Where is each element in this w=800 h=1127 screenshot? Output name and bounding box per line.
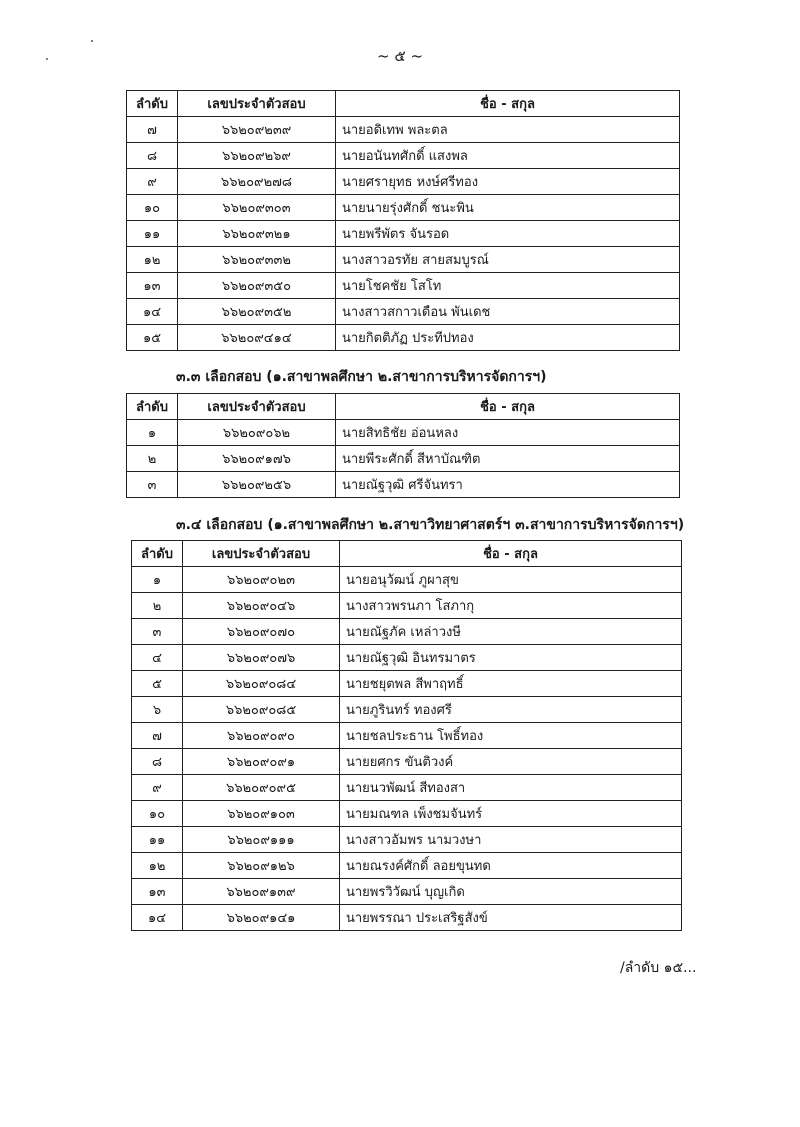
row-name: นายพรวิวัฒน์ บุญเกิด bbox=[340, 879, 682, 905]
table-section-3-4 bbox=[131, 540, 682, 931]
row-order: ๓ bbox=[127, 472, 178, 498]
table-row bbox=[132, 619, 682, 645]
row-name: นายกิตติภัฏ ประทีปทอง bbox=[336, 325, 680, 351]
table-row bbox=[127, 143, 680, 169]
row-exam-id: ๖๖๒๐๙๒๗๘ bbox=[178, 169, 336, 195]
row-name: นางสาวสกาวเดือน พันเดช bbox=[336, 299, 680, 325]
section-heading-3-4: ๓.๔ เลือกสอบ (๑.สาขาพลศึกษา ๒.สาขาวิทยาศาสตร์ฯ ๓.สาขาการบริหารจัดการฯ) bbox=[176, 517, 685, 533]
header-name: ชื่อ - สกุล bbox=[336, 394, 680, 420]
table-row bbox=[132, 671, 682, 697]
table-row bbox=[127, 221, 680, 247]
table-section-3-3 bbox=[126, 393, 680, 498]
row-name: นายณัฐวุฒิ ศรีจันทรา bbox=[336, 472, 680, 498]
row-name: นายศรายุทธ หงษ์ศรีทอง bbox=[336, 169, 680, 195]
row-order: ๔ bbox=[132, 645, 183, 671]
table-header-row bbox=[132, 541, 682, 567]
row-name: นายณัฐภัค เหล่าวงษี bbox=[340, 619, 682, 645]
row-order: ๘ bbox=[127, 143, 178, 169]
row-order: ๑๐ bbox=[127, 195, 178, 221]
table-row bbox=[132, 749, 682, 775]
table-row bbox=[132, 723, 682, 749]
row-order: ๑๒ bbox=[132, 853, 183, 879]
table-continued bbox=[126, 90, 680, 351]
row-name: นายพรรณา ประเสริฐสังข์ bbox=[340, 905, 682, 931]
row-order: ๓ bbox=[132, 619, 183, 645]
row-name: นายภูรินทร์ ทองศรี bbox=[340, 697, 682, 723]
table-row bbox=[132, 853, 682, 879]
row-exam-id: ๖๖๒๐๙๑๐๓ bbox=[183, 801, 340, 827]
section-heading-3-3: ๓.๓ เลือกสอบ (๑.สาขาพลศึกษา ๒.สาขาการบริหารจัดการฯ) bbox=[176, 369, 547, 385]
row-exam-id: ๖๖๒๐๙๐๒๓ bbox=[183, 567, 340, 593]
row-order: ๘ bbox=[132, 749, 183, 775]
row-name: นายโชคชัย โสโท bbox=[336, 273, 680, 299]
table-row bbox=[127, 446, 680, 472]
row-name: นายสิทธิชัย อ่อนหลง bbox=[336, 420, 680, 446]
row-exam-id: ๖๖๒๐๙๑๒๖ bbox=[183, 853, 340, 879]
header-exam-id: เลขประจำตัวสอบ bbox=[178, 91, 336, 117]
row-name: นายณรงค์ศักดิ์ ลอยขุนทด bbox=[340, 853, 682, 879]
row-name: นางสาวพรนภา โสภากุ bbox=[340, 593, 682, 619]
row-exam-id: ๖๖๒๐๙๐๖๒ bbox=[178, 420, 336, 446]
row-exam-id: ๖๖๒๐๙๐๔๖ bbox=[183, 593, 340, 619]
row-order: ๒ bbox=[132, 593, 183, 619]
row-order: ๗ bbox=[127, 117, 178, 143]
table-row bbox=[127, 247, 680, 273]
row-order: ๙ bbox=[127, 169, 178, 195]
row-exam-id: ๖๖๒๐๙๒๓๙ bbox=[178, 117, 336, 143]
row-name: นายมณฑล เพ็งชมจันทร์ bbox=[340, 801, 682, 827]
row-name: นางสาวอัมพร นามวงษา bbox=[340, 827, 682, 853]
row-exam-id: ๖๖๒๐๙๔๑๔ bbox=[178, 325, 336, 351]
row-name: นายพรีพัตร จันรอด bbox=[336, 221, 680, 247]
row-order: ๕ bbox=[132, 671, 183, 697]
row-order: ๖ bbox=[132, 697, 183, 723]
table-row bbox=[127, 325, 680, 351]
row-name: นายยศกร ขันติวงค์ bbox=[340, 749, 682, 775]
row-exam-id: ๖๖๒๐๙๓๓๒ bbox=[178, 247, 336, 273]
table-row bbox=[132, 801, 682, 827]
row-exam-id: ๖๖๒๐๙๓๒๑ bbox=[178, 221, 336, 247]
header-order: ลำดับ bbox=[132, 541, 183, 567]
table-row bbox=[132, 593, 682, 619]
row-order: ๑๒ bbox=[127, 247, 178, 273]
table-row bbox=[132, 905, 682, 931]
header-exam-id: เลขประจำตัวสอบ bbox=[178, 394, 336, 420]
row-name: นายอนันทศักดิ์ แสงพล bbox=[336, 143, 680, 169]
row-exam-id: ๖๖๒๐๙๐๘๕ bbox=[183, 697, 340, 723]
table-row bbox=[127, 117, 680, 143]
table-row bbox=[132, 645, 682, 671]
row-exam-id: ๖๖๒๐๙๐๙๕ bbox=[183, 775, 340, 801]
row-order: ๑๑ bbox=[132, 827, 183, 853]
table-row bbox=[132, 879, 682, 905]
table-row bbox=[132, 697, 682, 723]
row-exam-id: ๖๖๒๐๙๒๖๙ bbox=[178, 143, 336, 169]
table-row bbox=[127, 273, 680, 299]
row-order: ๑ bbox=[127, 420, 178, 446]
table-row bbox=[127, 169, 680, 195]
header-order: ลำดับ bbox=[127, 91, 178, 117]
row-exam-id: ๖๖๒๐๙๑๓๙ bbox=[183, 879, 340, 905]
row-name: นายอดิเทพ พละตล bbox=[336, 117, 680, 143]
row-exam-id: ๖๖๒๐๙๐๘๔ bbox=[183, 671, 340, 697]
table-row bbox=[127, 299, 680, 325]
row-order: ๑๔ bbox=[127, 299, 178, 325]
row-name: นายนายรุ่งศักดิ์ ชนะพิน bbox=[336, 195, 680, 221]
row-exam-id: ๖๖๒๐๙๐๙๑ bbox=[183, 749, 340, 775]
header-name: ชื่อ - สกุล bbox=[336, 91, 680, 117]
row-exam-id: ๖๖๒๐๙๑๔๑ bbox=[183, 905, 340, 931]
row-exam-id: ๖๖๒๐๙๐๗๖ bbox=[183, 645, 340, 671]
row-name: นายนวพัฒน์ สีทองสา bbox=[340, 775, 682, 801]
table-row bbox=[132, 567, 682, 593]
row-order: ๑๐ bbox=[132, 801, 183, 827]
row-exam-id: ๖๖๒๐๙๑๑๑ bbox=[183, 827, 340, 853]
row-order: ๙ bbox=[132, 775, 183, 801]
row-exam-id: ๖๖๒๐๙๑๗๖ bbox=[178, 446, 336, 472]
scan-speck bbox=[91, 40, 93, 42]
row-order: ๗ bbox=[132, 723, 183, 749]
row-exam-id: ๖๖๒๐๙๓๐๓ bbox=[178, 195, 336, 221]
table-header-row bbox=[127, 394, 680, 420]
row-exam-id: ๖๖๒๐๙๐๙๐ bbox=[183, 723, 340, 749]
table-row bbox=[132, 775, 682, 801]
row-order: ๑๓ bbox=[127, 273, 178, 299]
header-order: ลำดับ bbox=[127, 394, 178, 420]
page-number: ~ ๕ ~ bbox=[376, 47, 424, 65]
row-exam-id: ๖๖๒๐๙๓๕๐ bbox=[178, 273, 336, 299]
row-order: ๑๔ bbox=[132, 905, 183, 931]
row-order: ๑๑ bbox=[127, 221, 178, 247]
header-name: ชื่อ - สกุล bbox=[340, 541, 682, 567]
row-name: นายณัฐวุฒิ อินทรมาตร bbox=[340, 645, 682, 671]
row-name: นายอนุวัฒน์ ภูผาสุข bbox=[340, 567, 682, 593]
row-name: นางสาวอรทัย สายสมบูรณ์ bbox=[336, 247, 680, 273]
row-order: ๑ bbox=[132, 567, 183, 593]
row-exam-id: ๖๖๒๐๙๓๕๒ bbox=[178, 299, 336, 325]
row-exam-id: ๖๖๒๐๙๐๗๐ bbox=[183, 619, 340, 645]
row-name: นายพีระศักดิ์ สีหาบัณฑิต bbox=[336, 446, 680, 472]
header-exam-id: เลขประจำตัวสอบ bbox=[183, 541, 340, 567]
table-row bbox=[127, 472, 680, 498]
row-name: นายชยุตพล สีพาฤทธิ์ bbox=[340, 671, 682, 697]
table-row bbox=[127, 420, 680, 446]
row-order: ๑๕ bbox=[127, 325, 178, 351]
row-name: นายชลประธาน โพธิ์ทอง bbox=[340, 723, 682, 749]
table-header-row bbox=[127, 91, 680, 117]
table-row bbox=[127, 195, 680, 221]
row-order: ๑๓ bbox=[132, 879, 183, 905]
table-row bbox=[132, 827, 682, 853]
row-order: ๒ bbox=[127, 446, 178, 472]
row-exam-id: ๖๖๒๐๙๒๕๖ bbox=[178, 472, 336, 498]
continuation-note: /ลำดับ ๑๕... bbox=[620, 960, 697, 976]
